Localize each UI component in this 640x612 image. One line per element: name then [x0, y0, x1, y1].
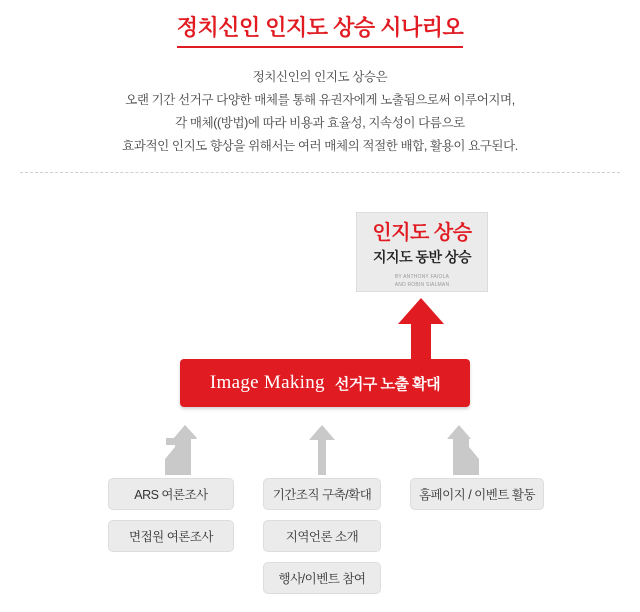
page-subtitle	[0, 66, 640, 159]
list-item: 지역언론 소개	[263, 520, 381, 552]
subtitle-line: 정치신인의 인지도 상승은	[252, 69, 388, 84]
subtitle-line: 오랜 기간 선거구 다양한 매체를 통해 유권자에게 노출됨으로써 이루어지며,	[125, 92, 515, 107]
list-item: 홈페이지 / 이벤트 활동	[410, 478, 544, 510]
page-header	[0, 0, 640, 173]
subtitle-line: 각 매체((방법)에 따라 비용과 효율성, 지속성이 다름으로	[175, 115, 465, 130]
goal-credit-line: AND ROBIN SIALMAN	[394, 281, 450, 288]
list-item: 행사/이벤트 참여	[263, 562, 381, 594]
list-item: 기간조직 구축/확대	[263, 478, 381, 510]
goal-box	[356, 212, 488, 292]
image-making-label-en: Image Making	[209, 372, 325, 394]
goal-credit-line: BY ANTHONY FAIOLA	[394, 274, 450, 281]
up-arrow-grey-icon	[447, 425, 481, 475]
image-making-bar	[180, 359, 470, 407]
goal-title: 인지도 상승	[372, 222, 472, 245]
up-arrow-grey-icon	[163, 425, 197, 475]
subtitle-line: 효과적인 인지도 향상을 위해서는 여러 매체의 적절한 배합, 활용이 요구된다.	[122, 138, 518, 153]
image-making-label-ko: 선거구 노출 확대	[334, 375, 441, 393]
up-arrow-red-icon	[398, 298, 444, 360]
goal-subtitle: 지지도 동반 상승	[373, 249, 471, 266]
diagram-canvas	[0, 173, 640, 603]
goal-credit	[357, 274, 487, 289]
list-item: ARS 여론조사	[108, 478, 234, 510]
page-title: 정치신인 인지도 상승 시나리오	[177, 14, 464, 48]
list-item: 면접원 여론조사	[108, 520, 234, 552]
up-arrow-grey-icon	[305, 425, 339, 475]
